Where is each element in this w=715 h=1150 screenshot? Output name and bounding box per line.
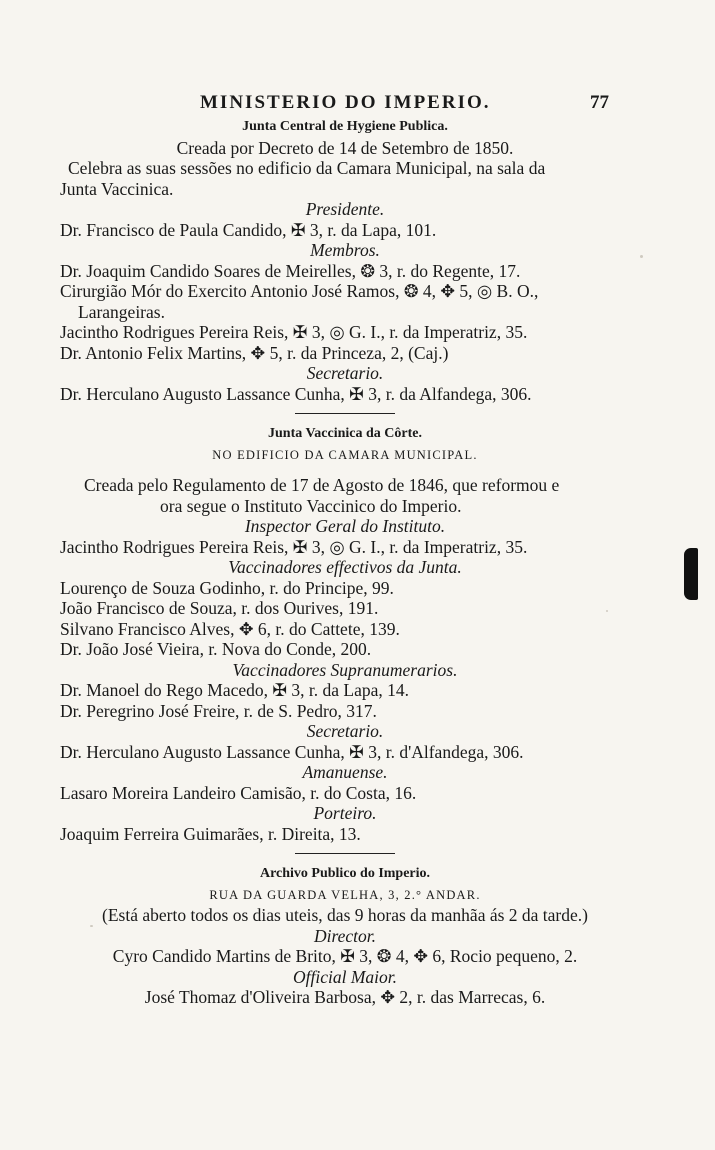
chief-officer-heading: Official Maior.	[292, 966, 398, 987]
porter-entry: Joaquim Ferreira Guimarães, r. Direita, 13.	[60, 823, 361, 844]
paper-speck	[640, 255, 643, 258]
section-location: RUA DA GUARDA VELHA, 3, 2.° ANDAR.	[209, 887, 481, 902]
page-body	[60, 117, 630, 1008]
page-edge-tab-mark	[684, 548, 698, 600]
section-divider	[295, 853, 395, 854]
effective-vaccinators-heading: Vaccinadores effectivos da Junta.	[228, 557, 462, 577]
amanuense-heading: Amanuense.	[302, 762, 388, 782]
director-heading: Director.	[313, 925, 377, 946]
amanuense-entry: Lasaro Moreira Landeiro Camisão, r. do Costa, 16.	[60, 782, 417, 803]
sessions-note-line1: Celebra as suas sessões no edificio da Camara Municipal, na sala da	[68, 158, 546, 178]
running-header	[0, 92, 715, 116]
secretary-entry: Dr. Herculano Augusto Lassance Cunha, ✠ 3, r. d'Alfandega, 306.	[60, 741, 524, 762]
supernumerary-heading: Vaccinadores Supranumerarios.	[232, 659, 458, 680]
paper-speck	[90, 925, 93, 927]
section-title-archivo: Archivo Publico do Imperio.	[259, 866, 431, 881]
opening-hours: (Está aberto todos os dias uteis, das 9 horas da manhãa ás 2 da tarde.)	[102, 905, 588, 925]
section-title-junta-central: Junta Central de Hygiene Publica.	[242, 119, 448, 134]
president-heading: Presidente.	[305, 199, 385, 219]
section-title-junta-vaccinica: Junta Vaccinica da Côrte.	[268, 426, 422, 441]
creation-note-line2: ora segue o Instituto Vaccinico do Imperio.	[160, 495, 462, 516]
vaccinator-entry: Lourenço de Souza Godinho, r. do Principe, 99.	[60, 577, 394, 598]
member-entry: Dr. Antonio Felix Martins, ✥ 5, r. da Princeza, 2, (Caj.)	[60, 342, 449, 363]
running-header-title: MINISTERIO DO IMPERIO.	[200, 92, 491, 113]
vaccinator-entry: Dr. João José Vieira, r. Nova do Conde, 200.	[60, 639, 372, 659]
sessions-note-line2: Junta Vaccinica.	[60, 178, 174, 199]
member-entry: Jacintho Rodrigues Pereira Reis, ✠ 3, ◎ G. I., r. da Imperatriz, 35.	[60, 322, 528, 342]
section-divider	[295, 413, 395, 414]
vaccinator-entry: Silvano Francisco Alves, ✥ 6, r. do Cattete, 139.	[60, 618, 400, 639]
secretary-heading: Secretario.	[306, 721, 384, 741]
director-entry: Cyro Candido Martins de Brito, ✠ 3, ❂ 4, ✥ 6, Rocio pequeno, 2.	[112, 946, 578, 966]
members-heading: Membros.	[310, 240, 380, 260]
chief-officer-entry: José Thomaz d'Oliveira Barbosa, ✥ 2, r. das Marrecas, 6.	[144, 987, 546, 1007]
paper-speck	[606, 610, 608, 612]
porter-heading: Porteiro.	[313, 803, 377, 823]
page-number: 77	[590, 92, 609, 113]
secretary-entry: Dr. Herculano Augusto Lassance Cunha, ✠ 3, r. da Alfandega, 306.	[60, 383, 532, 404]
inspector-entry: Jacintho Rodrigues Pereira Reis, ✠ 3, ◎ G. I., r. da Imperatriz, 35.	[60, 536, 528, 557]
president-entry: Dr. Francisco de Paula Candido, ✠ 3, r. da Lapa, 101.	[60, 219, 437, 240]
supernumerary-entry: Dr. Peregrino José Freire, r. de S. Pedro, 317.	[60, 700, 377, 721]
vaccinator-entry: João Francisco de Souza, r. dos Ourives, 191.	[60, 598, 379, 618]
member-entry: Dr. Joaquim Candido Soares de Meirelles, ❂ 3, r. do Regente, 17.	[60, 260, 521, 281]
creation-note-line1: Creada pelo Regulamento de 17 de Agosto de 1846, que reformou e	[84, 475, 560, 495]
secretary-heading: Secretario.	[306, 363, 384, 383]
inspector-heading: Inspector Geral do Instituto.	[244, 516, 446, 536]
member-entry: Cirurgião Mór do Exercito Antonio José Ramos, ❂ 4, ✥ 5, ◎ B. O.,	[60, 281, 539, 301]
member-entry-continuation: Larangeiras.	[78, 301, 165, 322]
section-location: NO EDIFICIO DA CAMARA MUNICIPAL.	[212, 447, 478, 462]
creation-note: Creada por Decreto de 14 de Setembro de 1850.	[176, 137, 514, 158]
supernumerary-entry: Dr. Manoel do Rego Macedo, ✠ 3, r. da Lapa, 14.	[60, 680, 410, 700]
